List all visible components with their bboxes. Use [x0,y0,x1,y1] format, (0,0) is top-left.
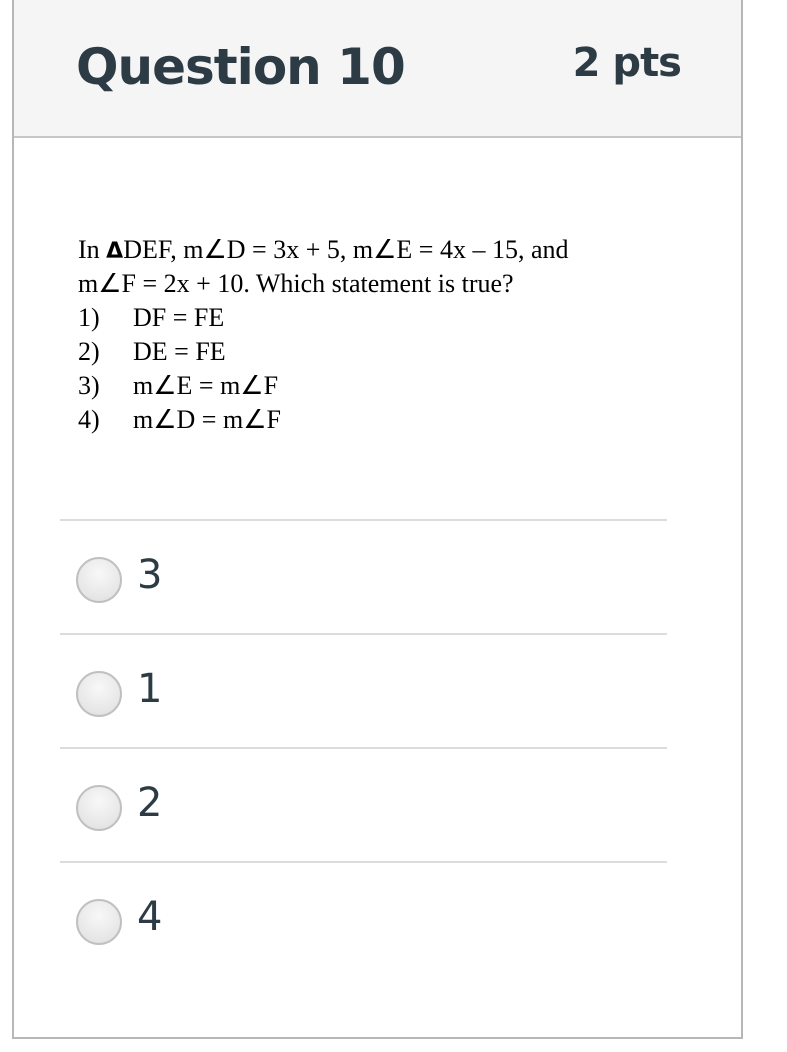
question-text [78,233,678,437]
answer-label: 1 [137,666,163,712]
radio-button[interactable] [76,785,122,831]
choice-number: 2) [78,337,100,366]
question-header [14,0,741,138]
question-choice [78,369,678,403]
question-choice [78,335,678,369]
question-line-1-rest: DEF, m∠D = 3x + 5, m∠E = 4x – 15, and [123,235,569,264]
choice-number: 4) [78,405,100,434]
radio-button[interactable] [76,557,122,603]
question-line-1 [78,233,678,267]
question-line-2: m∠F = 2x + 10. Which statement is true? [78,269,514,298]
triangle-symbol: Δ [106,239,124,264]
question-choice [78,403,678,437]
radio-button[interactable] [76,671,122,717]
choice-text: m∠E = m∠F [133,371,279,400]
answer-option[interactable] [60,861,667,975]
choice-number: 3) [78,371,100,400]
answer-list [60,519,667,975]
answer-option[interactable] [60,633,667,747]
radio-button[interactable] [76,899,122,945]
answer-option[interactable] [60,519,667,633]
question-choice [78,301,678,335]
answer-label: 3 [137,552,163,598]
choice-text: DF = FE [133,303,225,332]
choice-text: m∠D = m∠F [133,405,281,434]
choice-number: 1) [78,303,100,332]
answer-label: 2 [137,780,163,826]
question-points: 2 pts [572,40,681,86]
answer-label: 4 [137,894,163,940]
question-line-1-pre: In [78,235,107,264]
answer-option[interactable] [60,747,667,861]
question-title: Question 10 [76,38,405,96]
choice-text: DE = FE [133,337,226,366]
